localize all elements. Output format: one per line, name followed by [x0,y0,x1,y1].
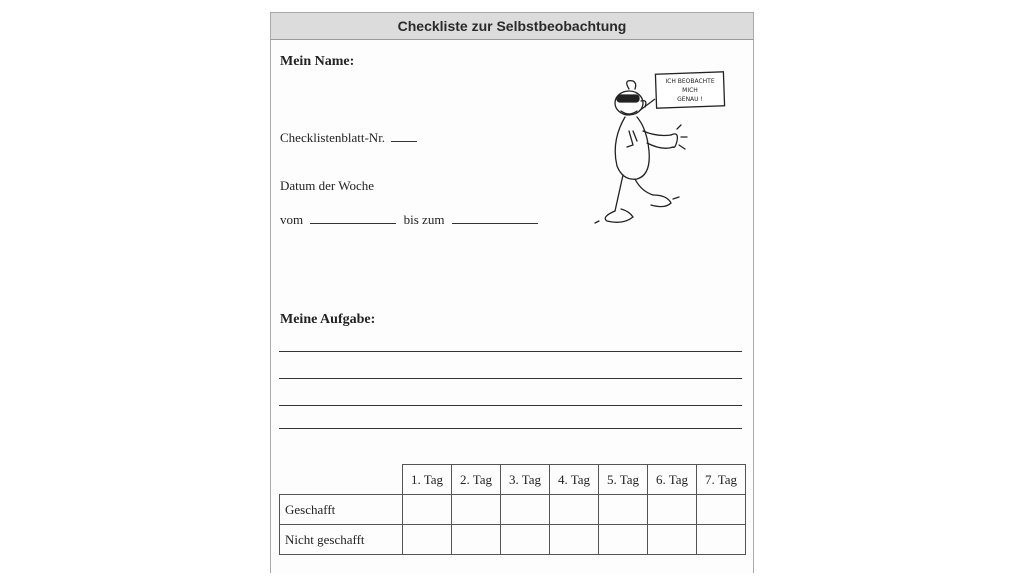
day-header: 7. Tag [697,465,746,495]
table-corner [280,465,403,495]
checklist-sheet [270,12,754,573]
checkbox-cell[interactable] [697,525,746,555]
task-line-3[interactable] [279,405,742,406]
checkbox-cell[interactable] [452,495,501,525]
day-header: 4. Tag [550,465,599,495]
checkbox-cell[interactable] [403,525,452,555]
day-header: 5. Tag [599,465,648,495]
speech-line-2: MICH [682,87,698,94]
checkbox-cell[interactable] [501,495,550,525]
task-label: Meine Aufgabe: [280,312,376,327]
checkbox-cell[interactable] [648,495,697,525]
row-label-not-done: Nicht geschafft [280,525,403,555]
checkbox-cell[interactable] [550,525,599,555]
checkbox-cell[interactable] [452,525,501,555]
checkbox-cell[interactable] [599,495,648,525]
sheet-number-label: Checklistenblatt-Nr. [280,130,386,145]
checkbox-cell[interactable] [697,495,746,525]
checklist-table [279,464,746,555]
week-label: Datum der Woche [280,178,375,193]
checkbox-cell[interactable] [501,525,550,555]
task-line-2[interactable] [279,378,742,379]
task-line-4[interactable] [279,428,742,429]
name-label: Mein Name: [280,54,355,69]
row-label-done: Geschafft [280,495,403,525]
checkbox-cell[interactable] [599,525,648,555]
checkbox-cell[interactable] [403,495,452,525]
sheet-number-field[interactable] [391,140,417,142]
sheet-number-row [280,130,417,146]
table-row [280,525,746,555]
to-label: bis zum [403,212,445,227]
task-line-1[interactable] [279,351,742,352]
from-date-field[interactable] [310,222,396,224]
to-date-field[interactable] [452,222,538,224]
from-label: vom [280,212,304,227]
observer-cartoon-illustration [593,71,733,231]
day-header: 2. Tag [452,465,501,495]
speech-sign [639,72,725,111]
day-header: 1. Tag [403,465,452,495]
table-row [280,495,746,525]
page-title: Checkliste zur Selbstbeobachtung [271,13,753,40]
date-range-row [280,212,538,228]
table-header-row [280,465,746,495]
speech-line-1: ICH BEOBACHTE [665,78,715,85]
checkbox-cell[interactable] [648,525,697,555]
day-header: 3. Tag [501,465,550,495]
checkbox-cell[interactable] [550,495,599,525]
day-header: 6. Tag [648,465,697,495]
speech-line-3: GENAU ! [677,96,703,103]
